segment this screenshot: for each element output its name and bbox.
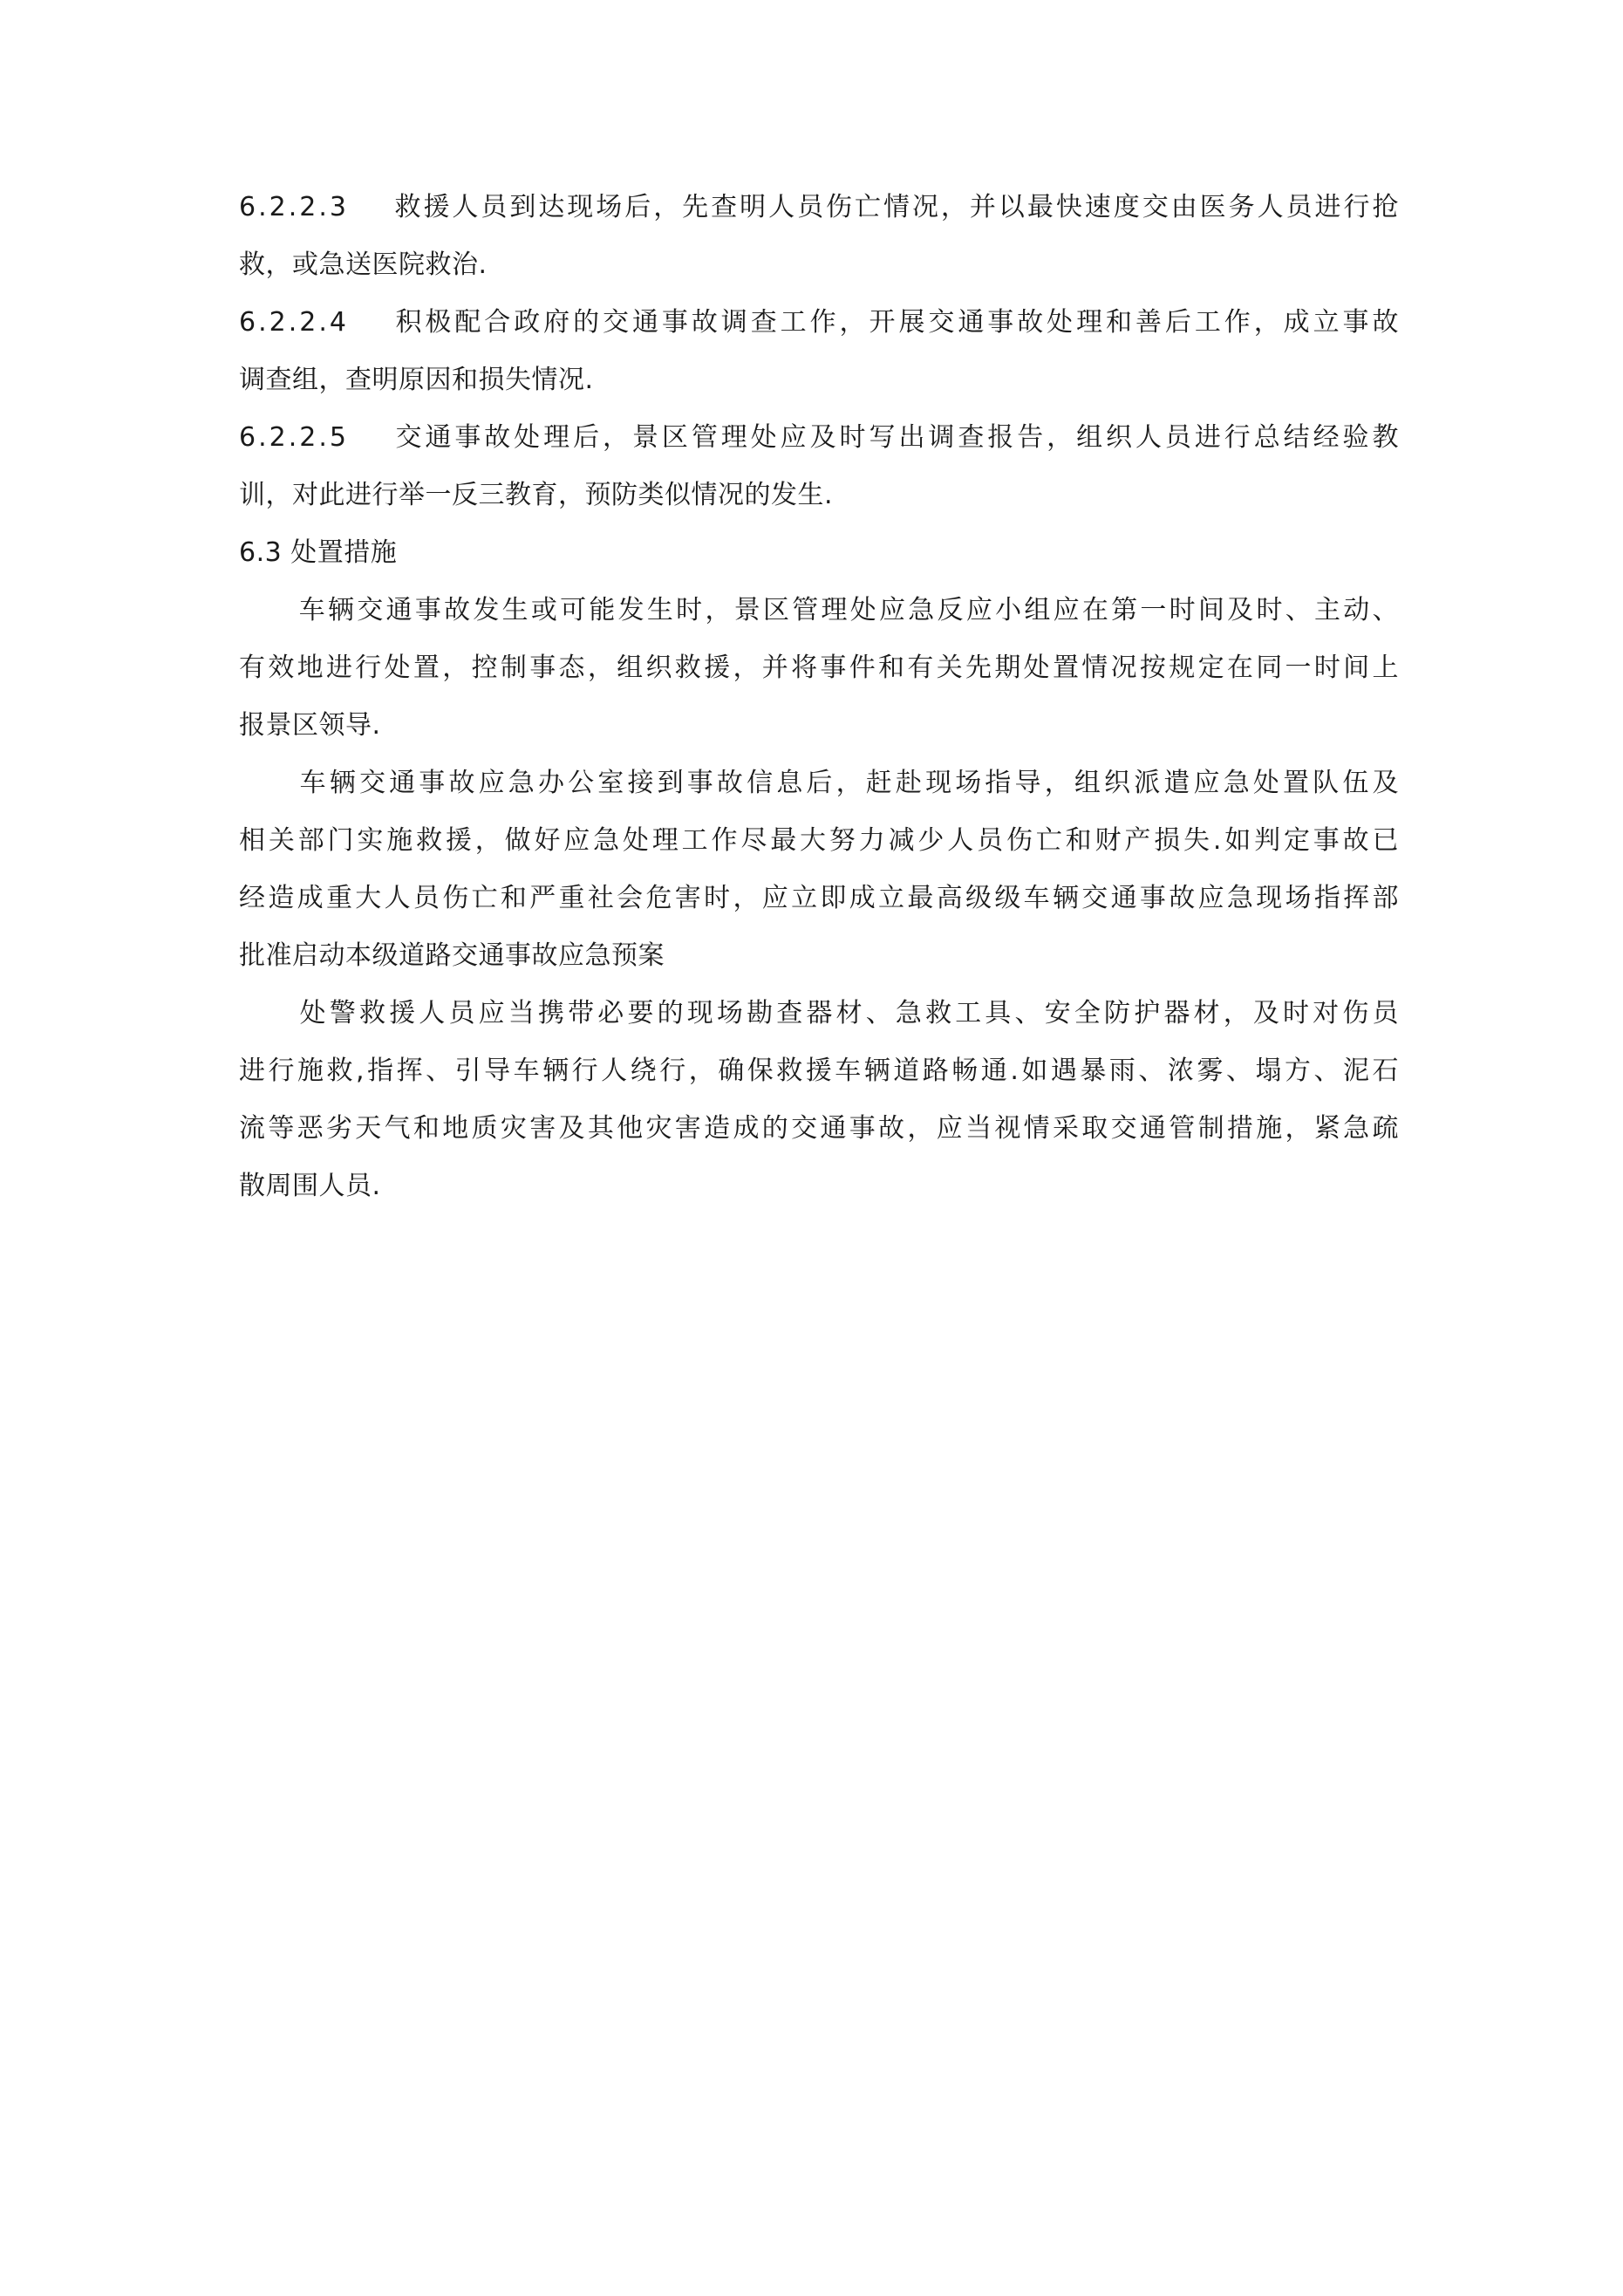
paragraph-1-line-2: 有效地进行处置，控制事态，组织救援，并将事件和有关先期处置情况按规定在同一时间上 (239, 653, 1399, 683)
item-6-2-2-4-line-1 (239, 294, 1399, 352)
item-number: 6.2.2.4 (239, 307, 349, 338)
item-6-2-2-3-line-1 (239, 179, 1399, 236)
item-6-2-2-5-line-1 (239, 409, 1399, 467)
item-number: 6.2.2.5 (239, 422, 349, 453)
paragraph-text: 车辆交通事故发生或可能发生时，景区管理处应急反应小组应在第一时间及时、主动、 (297, 595, 1399, 625)
paragraph-2-line-3: 经造成重大人员伤亡和严重社会危害时，应立即成立最高级级车辆交通事故应急现场指挥部 (239, 883, 1399, 913)
item-text: 救援人员到达现场后，先查明人员伤亡情况，并以最快速度交由医务人员进行抢 (392, 192, 1399, 222)
item-6-2-2-5-line-2: 训，对此进行举一反三教育，预防类似情况的发生. (239, 480, 834, 510)
document-body (239, 179, 1399, 1215)
paragraph-1-line-1 (239, 582, 1399, 639)
paragraph-3-line-4: 散周围人员. (239, 1171, 381, 1201)
paragraph-1-line-3: 报景区领导. (239, 710, 381, 741)
item-number: 6.2.2.3 (239, 192, 349, 222)
paragraph-2-line-1 (239, 755, 1399, 812)
item-text: 交通事故处理后，景区管理处应及时写出调查报告，组织人员进行总结经验教 (392, 422, 1399, 453)
item-text: 积极配合政府的交通事故调查工作，开展交通事故处理和善后工作，成立事故 (392, 307, 1399, 338)
paragraph-3-line-3: 流等恶劣天气和地质灾害及其他灾害造成的交通事故，应当视情采取交通管制措施，紧急疏 (239, 1113, 1399, 1144)
section-heading: 6.3 处置措施 (239, 537, 398, 568)
paragraph-2-line-2: 相关部门实施救援，做好应急处理工作尽最大努力减少人员伤亡和财产损失.如判定事故已 (239, 825, 1399, 856)
paragraph-2-line-4: 批准启动本级道路交通事故应急预案 (239, 940, 665, 971)
paragraph-text: 车辆交通事故应急办公室接到事故信息后，赶赴现场指导，组织派遣应急处置队伍及 (297, 768, 1399, 798)
item-6-2-2-4-line-2: 调查组，查明原因和损失情况. (239, 365, 594, 395)
paragraph-3-line-1 (239, 985, 1399, 1042)
paragraph-3-line-2: 进行施救,指挥、引导车辆行人绕行，确保救援车辆道路畅通.如遇暴雨、浓雾、塌方、泥石 (239, 1056, 1399, 1086)
paragraph-text: 处警救援人员应当携带必要的现场勘查器材、急救工具、安全防护器材，及时对伤员 (297, 998, 1399, 1028)
item-6-2-2-3-line-2: 救，或急送医院救治. (239, 249, 488, 280)
